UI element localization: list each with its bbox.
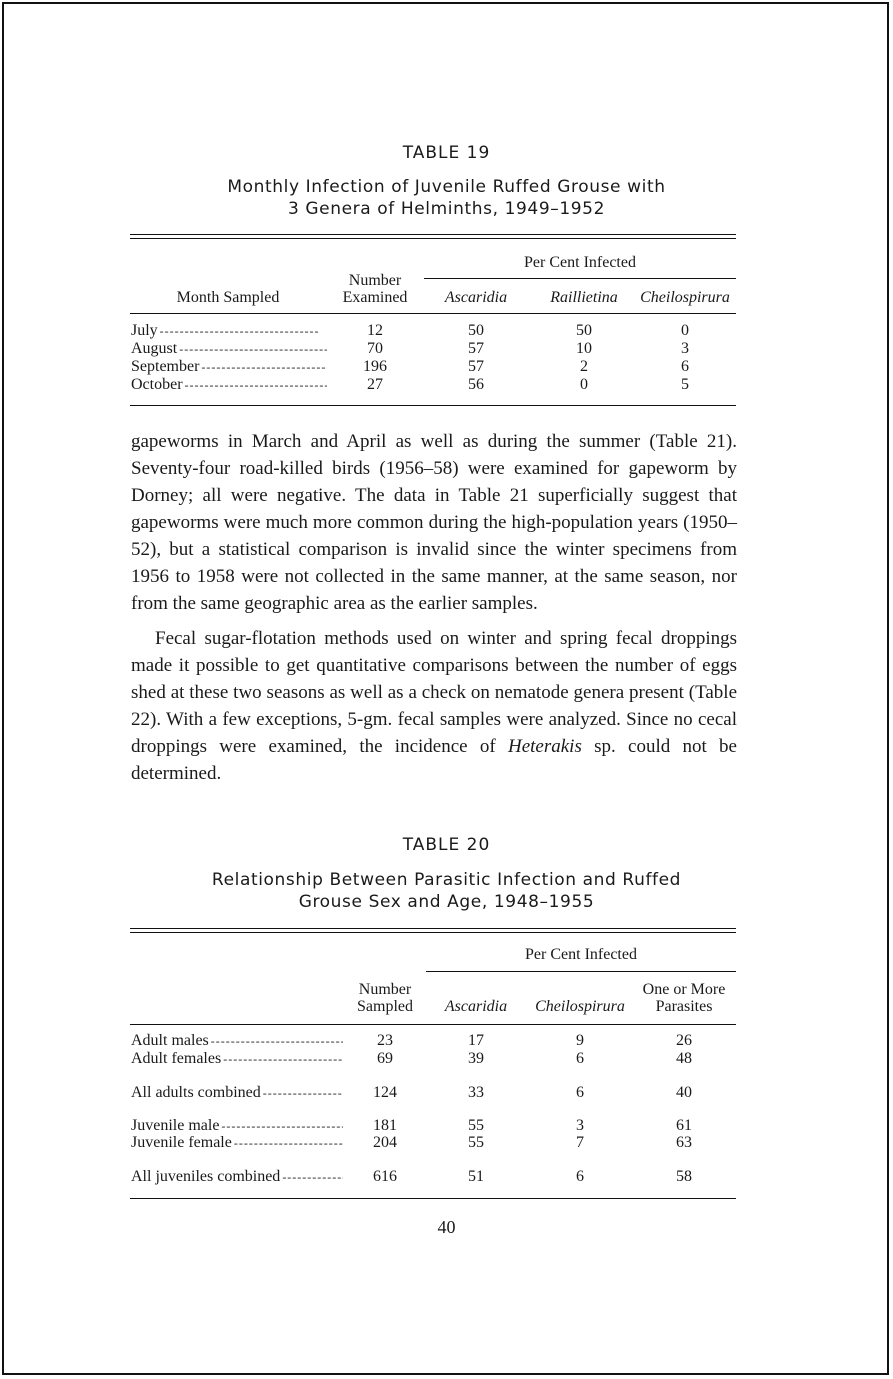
- table-19-cheilospirura-cell: 0: [681, 322, 689, 339]
- table-19-raillietina-header: Raillietina: [550, 289, 618, 306]
- table-20-ascaridia-cell: 55: [468, 1117, 484, 1134]
- paragraph-2: [131, 625, 737, 787]
- table-20-header-rule: [130, 1024, 736, 1025]
- table-19-raillietina-cell: 0: [580, 376, 588, 393]
- table-19-top-rule: [130, 234, 736, 239]
- table-20-caption-line-1: Relationship Between Parasitic Infection and Ruffed: [211, 870, 682, 890]
- table-19-bottom-rule: [130, 405, 736, 406]
- table-20-parasites-cell: 26: [676, 1032, 692, 1049]
- table-19-ascaridia-header: Ascaridia: [444, 289, 508, 306]
- table-19-cheilospirura-cell: 5: [681, 376, 689, 393]
- table-20-ascaridia-cell: 17: [468, 1032, 484, 1049]
- table-20-number-cell: 23: [377, 1032, 393, 1049]
- table-20-number-header-1: Number: [358, 981, 412, 998]
- table-19-caption: [0, 176, 893, 220]
- paragraph-2-text: Fecal sugar-flotation methods used on winter and spring fecal droppings made it possible to get quantitative comparisons between the number of eggs shed at these two seasons as well as a check on nematode genera present (Table 22). With a few exceptions, 5-gm. fecal samples were analyzed. Since no cecal droppings were examined, the incidence of: [131, 628, 737, 757]
- table-20-ascaridia-cell: 55: [468, 1134, 484, 1151]
- table-20-cheilospirura-cell: 6: [576, 1050, 584, 1067]
- body-text: [131, 428, 737, 787]
- paragraph-2-end: sp. could not be determined.: [131, 736, 737, 784]
- table-20-cheilospirura-header: Cheilospirura: [535, 998, 625, 1015]
- table-20-label-cell: Adult males - - -: [131, 1032, 343, 1050]
- table-19-caption-line-1: Monthly Infection of Juvenile Ruffed Grouse with: [227, 177, 666, 197]
- genus-heterakis: Heterakis: [507, 736, 582, 757]
- table-20-parasites-cell: 40: [676, 1084, 692, 1101]
- table-20-cheilospirura-cell: 6: [576, 1168, 584, 1185]
- table-20-parasites-cell: 63: [676, 1134, 692, 1151]
- table-19-number-header-2: Examined: [342, 289, 408, 306]
- table-20-label-cell: Adult females - - -: [131, 1050, 343, 1068]
- table-20-number-cell: 69: [377, 1050, 393, 1067]
- table-19-ascaridia-cell: 57: [468, 358, 484, 375]
- table-20-cheilospirura-cell: 7: [576, 1134, 584, 1151]
- table-19-raillietina-cell: 2: [580, 358, 588, 375]
- table-19-label: TABLE 19: [402, 143, 491, 163]
- table-20-parasites-cell: 58: [676, 1168, 692, 1185]
- table-20-number-cell: 204: [373, 1134, 397, 1151]
- table-19-number-cell: 70: [367, 340, 383, 357]
- table-19-cheilospirura-cell: 6: [681, 358, 689, 375]
- table-20-cheilospirura-cell: 6: [576, 1084, 584, 1101]
- table-20-group-header: Per Cent Infected: [525, 946, 637, 963]
- table-19-ascaridia-cell: 50: [468, 322, 484, 339]
- table-19-month-cell: July - - -: [131, 322, 327, 340]
- table-19-cheilospirura-cell: 3: [681, 340, 689, 357]
- table-20-cheilospirura-cell: 3: [576, 1117, 584, 1134]
- table-19-cheilospirura-header: Cheilospirura: [640, 289, 730, 306]
- table-20-top-rule: [130, 928, 736, 933]
- table-20-caption: [0, 869, 893, 913]
- table-19-number-cell: 196: [363, 358, 387, 375]
- paragraph-1: gapeworms in March and April as well as during the summer (Table 21). Seventy-four road-killed birds (1956–58) were examined for gapeworm by Dorney; all were negative. The data in Table 21 superficially suggest that gapeworms were much more common during the high-population years (1950–52), but a statistical comparison is invalid since the winter specimens from 1956 to 1958 were not collected in the same manner, at the same season, nor from the same geographic area as the earlier samples.: [131, 431, 737, 614]
- table-20-ascaridia-header: Ascaridia: [444, 998, 508, 1015]
- table-20-ascaridia-cell: 39: [468, 1050, 484, 1067]
- table-20-parasites-header-1: One or More: [642, 981, 726, 998]
- table-19-month-cell: August - - -: [131, 340, 327, 358]
- table-19-number-cell: 27: [367, 376, 383, 393]
- table-19-number-header-1: Number: [348, 272, 402, 289]
- table-19-group-header: Per Cent Infected: [524, 254, 636, 271]
- table-20-number-cell: 181: [373, 1117, 397, 1134]
- table-20-parasites-cell: 61: [676, 1117, 692, 1134]
- table-20-ascaridia-cell: 51: [468, 1168, 484, 1185]
- table-20-cheilospirura-cell: 9: [576, 1032, 584, 1049]
- table-20-group-rule: [426, 971, 736, 972]
- table-20-number-cell: 124: [373, 1084, 397, 1101]
- table-20-number-cell: 616: [373, 1168, 397, 1185]
- table-19-ascaridia-cell: 56: [468, 376, 484, 393]
- table-20-label-cell: All juveniles combined - - -: [131, 1168, 343, 1186]
- table-19-month-cell: September - - -: [131, 358, 327, 376]
- table-19-raillietina-cell: 50: [576, 322, 592, 339]
- table-19-header-rule: [130, 313, 736, 314]
- table-20-number-header-2: Sampled: [357, 998, 413, 1015]
- table-20-label-cell: Juvenile male - - -: [131, 1117, 343, 1135]
- table-19-caption-line-2: 3 Genera of Helminths, 1949–1952: [287, 199, 606, 219]
- table-19-raillietina-cell: 10: [576, 340, 592, 357]
- table-19-group-rule: [424, 278, 736, 279]
- page-number: 40: [437, 1217, 456, 1237]
- table-20-bottom-rule: [130, 1198, 736, 1199]
- table-20-label-cell: Juvenile female - - -: [131, 1134, 343, 1152]
- table-19-month-cell: October - - -: [131, 376, 327, 394]
- table-20-parasites-cell: 48: [676, 1050, 692, 1067]
- table-20-parasites-header-2: Parasites: [655, 998, 713, 1015]
- table-20-label: TABLE 20: [402, 835, 491, 855]
- table-20-label-cell: All adults combined - - -: [131, 1084, 343, 1102]
- table-20-caption-line-2: Grouse Sex and Age, 1948–1955: [298, 892, 595, 912]
- table-19-ascaridia-cell: 57: [468, 340, 484, 357]
- table-20-ascaridia-cell: 33: [468, 1084, 484, 1101]
- table-19-number-cell: 12: [367, 322, 383, 339]
- table-19-month-header: Month Sampled: [176, 289, 280, 306]
